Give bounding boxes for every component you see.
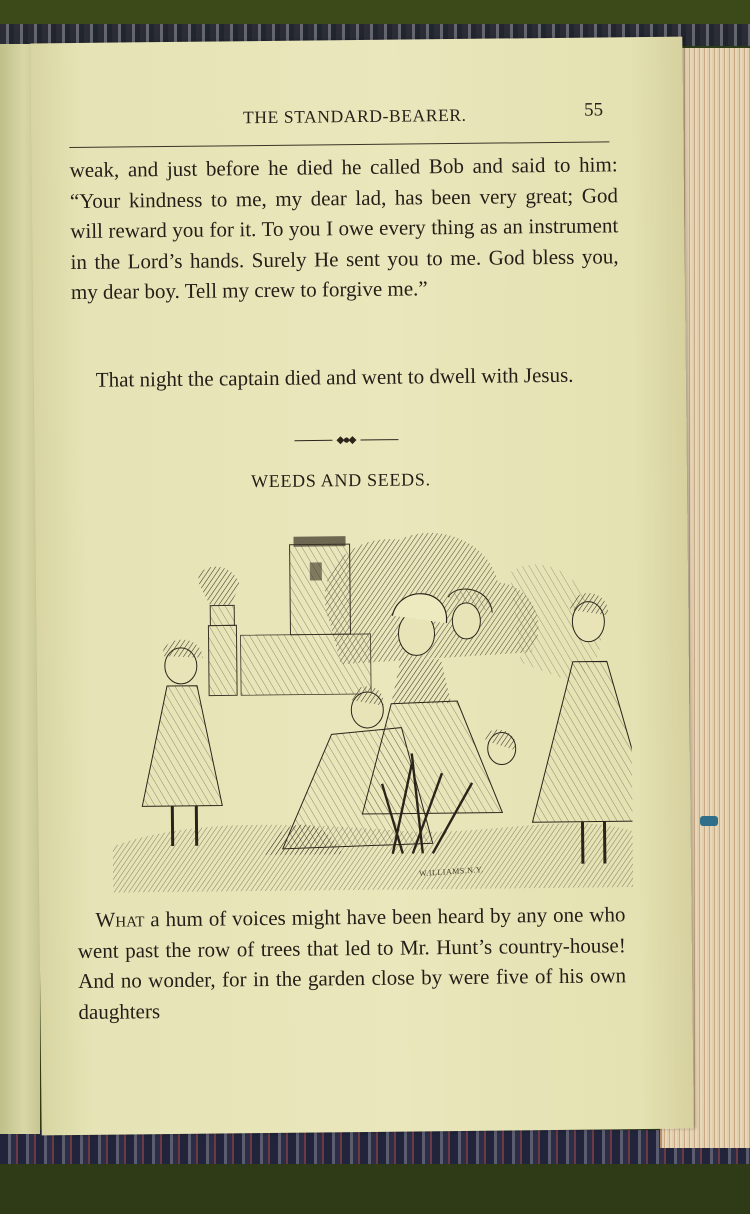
bookmark-ribbon [700, 816, 718, 826]
running-head [67, 97, 607, 133]
paragraph-1 [69, 149, 619, 307]
section-ornament [294, 432, 398, 443]
table-background-bottom [0, 1160, 750, 1214]
paragraph-3-lead: What [95, 907, 145, 932]
girls-in-garden-engraving [109, 511, 633, 892]
paragraph-3-body: a hum of voices might have been heard by any one who went past the row of trees that led to Mr. Hunt’s country-house! And no wonder, for in the garden close by were five of his own daughters [77, 902, 627, 1024]
engraver-signature: W.ILLIAMS.N.Y. [418, 865, 484, 879]
paragraph-2-text: That night the captain died and went to dwell with Jesus. [95, 362, 574, 392]
page-number: 55 [583, 99, 604, 121]
book-cover-bottom [0, 1130, 750, 1164]
paragraph-3 [77, 899, 626, 1027]
header-rule [69, 141, 609, 148]
section-heading: WEEDS AND SEEDS. [250, 469, 431, 492]
paragraph-2 [72, 359, 620, 395]
running-head-title: THE STANDARD-BEARER. [242, 104, 467, 128]
book-page [30, 37, 693, 1136]
paragraph-1-text: weak, and just before he died he called Bob and said to him: “Your kindness to me, my dear lad, has been very great; God will reward you for it. To you I owe every thing as an instrument in the Lord’s hands. Surely He sent you to me. God bless you, my dear boy. Tell my crew to forgive me.” [69, 152, 619, 305]
paragraph-3-text [77, 899, 626, 1027]
engraving-illustration [109, 511, 633, 892]
ornament-rule-icon [294, 435, 398, 446]
